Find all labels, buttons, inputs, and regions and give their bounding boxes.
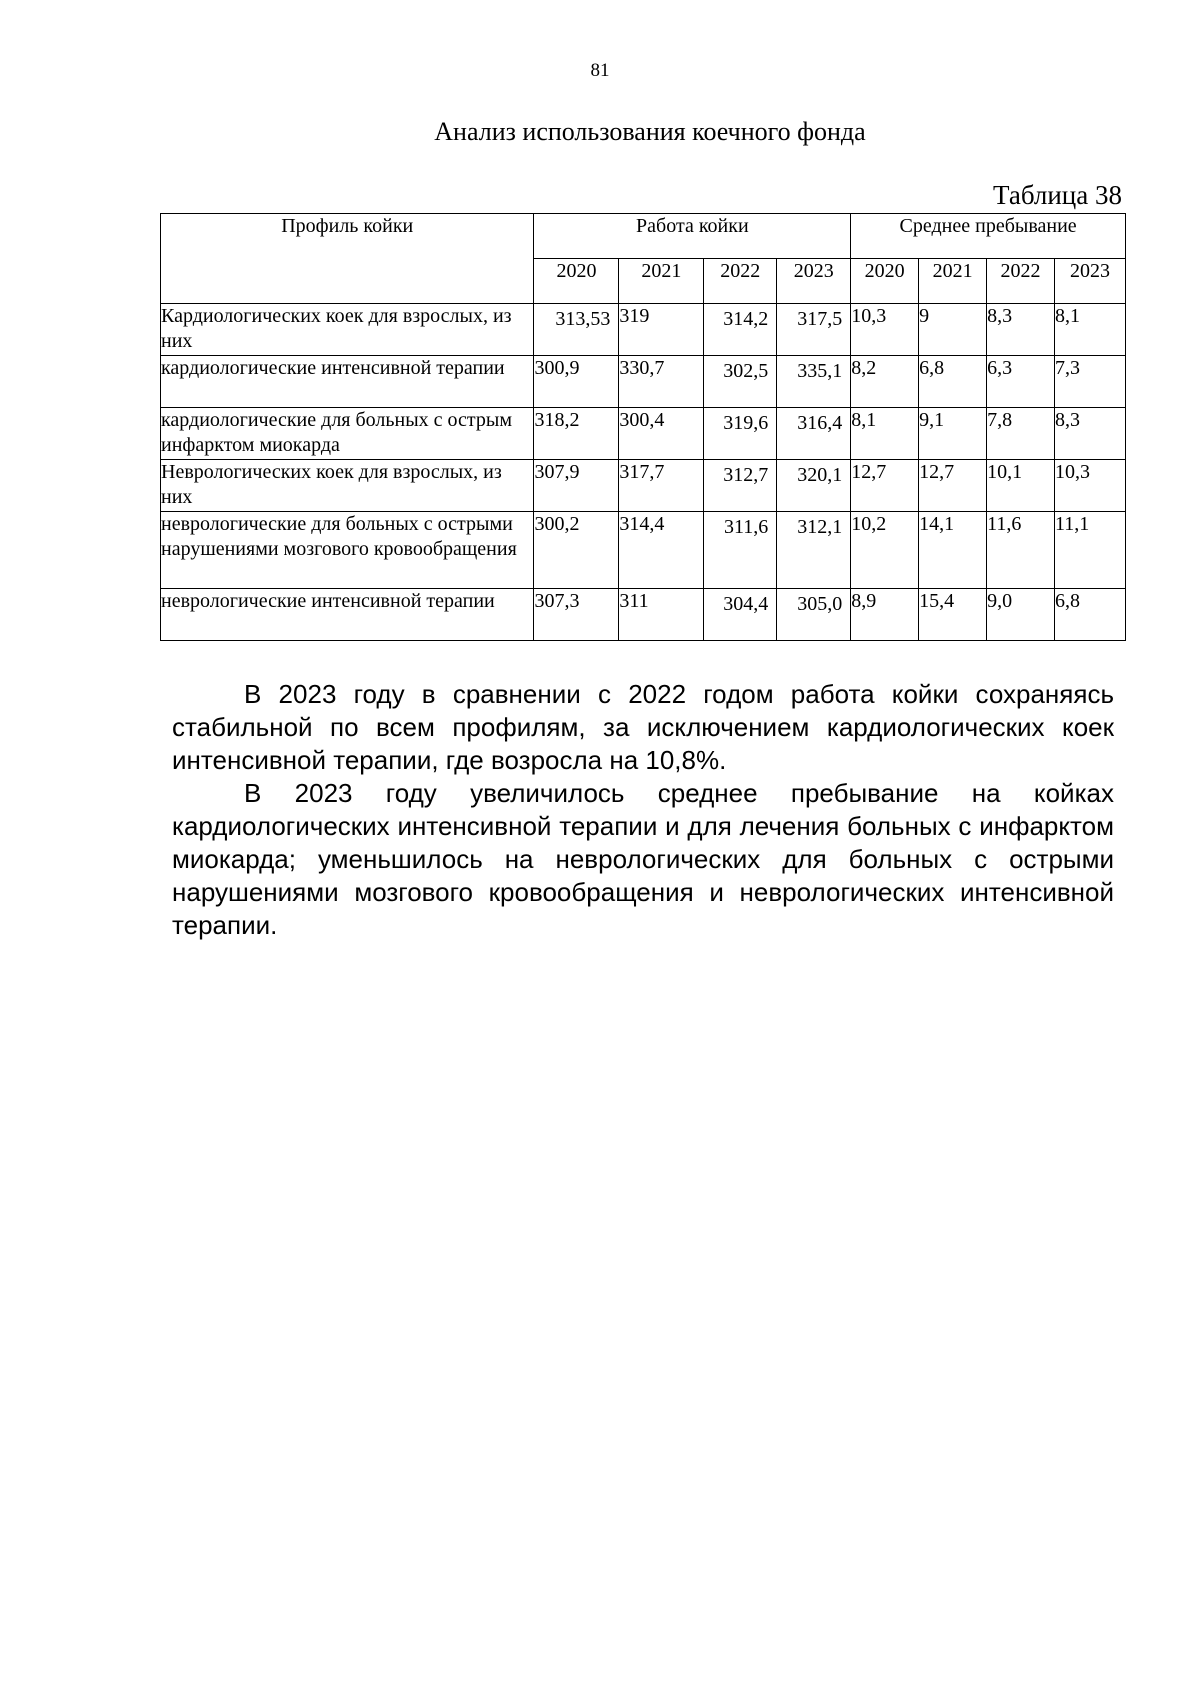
work-cell: 317,7 [619, 460, 704, 512]
stay-cell: 8,9 [851, 589, 919, 641]
paragraph: В 2023 году увеличилось среднее пребывание на койках кардиологических интенсивной терапии и для лечения больных с инфарктом миокарда; уменьшилось на неврологических для больных с острыми нарушениями мозгового кровообращения и неврологических интенсивной терапии. [172, 778, 1114, 940]
stay-cell: 11,6 [987, 512, 1055, 589]
work-cell: 317,5 [777, 304, 851, 356]
stay-cell: 14,1 [919, 512, 987, 589]
work-cell: 318,2 [534, 408, 619, 460]
work-cell: 314,4 [619, 512, 704, 589]
year-header: 2023 [777, 259, 851, 304]
profile-cell: кардиологические интенсивной терапии [161, 356, 534, 408]
work-cell: 314,2 [704, 304, 777, 356]
work-cell: 311 [619, 589, 704, 641]
table-row [161, 304, 1126, 356]
work-cell: 300,2 [534, 512, 619, 589]
year-header: 2022 [987, 259, 1055, 304]
year-header: 2023 [1054, 259, 1125, 304]
year-header: 2020 [851, 259, 919, 304]
stay-cell: 6,8 [919, 356, 987, 408]
stay-group-header: Среднее пребывание [851, 214, 1126, 259]
stay-cell: 10,1 [987, 460, 1055, 512]
table-row [161, 512, 1126, 589]
stay-cell: 8,2 [851, 356, 919, 408]
stay-cell: 11,1 [1054, 512, 1125, 589]
stay-cell: 12,7 [919, 460, 987, 512]
work-group-header: Работа койки [534, 214, 851, 259]
work-cell: 300,9 [534, 356, 619, 408]
stay-cell: 9 [919, 304, 987, 356]
stay-cell: 10,2 [851, 512, 919, 589]
stay-cell: 9,1 [919, 408, 987, 460]
stay-cell: 8,1 [851, 408, 919, 460]
stay-cell: 12,7 [851, 460, 919, 512]
stay-cell: 10,3 [1054, 460, 1125, 512]
work-cell: 312,1 [777, 512, 851, 589]
stay-cell: 7,8 [987, 408, 1055, 460]
stay-cell: 10,3 [851, 304, 919, 356]
body-text [172, 678, 1114, 942]
profile-cell: кардиологические для больных с острым инфарктом миокарда [161, 408, 534, 460]
work-cell: 335,1 [777, 356, 851, 408]
page-number: 81 [590, 60, 610, 81]
work-cell: 313,53 [534, 304, 619, 356]
stay-cell: 8,3 [987, 304, 1055, 356]
year-header: 2022 [704, 259, 777, 304]
profile-cell: неврологические для больных с острыми нарушениями мозгового кровообращения [161, 512, 534, 589]
table-row [161, 356, 1126, 408]
table-row [161, 408, 1126, 460]
document-title: Анализ использования коечного фонда [434, 117, 866, 146]
work-cell: 316,4 [777, 408, 851, 460]
stay-cell: 8,3 [1054, 408, 1125, 460]
stay-cell: 9,0 [987, 589, 1055, 641]
work-cell: 307,9 [534, 460, 619, 512]
stay-cell: 15,4 [919, 589, 987, 641]
work-cell: 302,5 [704, 356, 777, 408]
year-header: 2020 [534, 259, 619, 304]
year-header: 2021 [619, 259, 704, 304]
work-cell: 300,4 [619, 408, 704, 460]
table-row [161, 460, 1126, 512]
work-cell: 319,6 [704, 408, 777, 460]
table-header-row [161, 214, 1126, 259]
stay-cell: 8,1 [1054, 304, 1125, 356]
profile-cell: неврологические интенсивной терапии [161, 589, 534, 641]
table-row [161, 589, 1126, 641]
bed-usage-table [160, 213, 1126, 641]
profile-cell: Кардиологических коек для взрослых, из них [161, 304, 534, 356]
work-cell: 311,6 [704, 512, 777, 589]
paragraph: В 2023 году в сравнении с 2022 годом работа койки сохраняясь стабильной по всем профилям, за исключением кардиологических коек интенсивной терапии, где возросла на 10,8%. [172, 679, 1114, 775]
profile-cell: Неврологических коек для взрослых, из них [161, 460, 534, 512]
year-header: 2021 [919, 259, 987, 304]
stay-cell: 7,3 [1054, 356, 1125, 408]
work-cell: 320,1 [777, 460, 851, 512]
work-cell: 304,4 [704, 589, 777, 641]
stay-cell: 6,3 [987, 356, 1055, 408]
table-caption: Таблица 38 [993, 180, 1122, 210]
work-cell: 312,7 [704, 460, 777, 512]
profile-column-header: Профиль койки [161, 214, 534, 304]
work-cell: 319 [619, 304, 704, 356]
work-cell: 330,7 [619, 356, 704, 408]
work-cell: 305,0 [777, 589, 851, 641]
work-cell: 307,3 [534, 589, 619, 641]
stay-cell: 6,8 [1054, 589, 1125, 641]
